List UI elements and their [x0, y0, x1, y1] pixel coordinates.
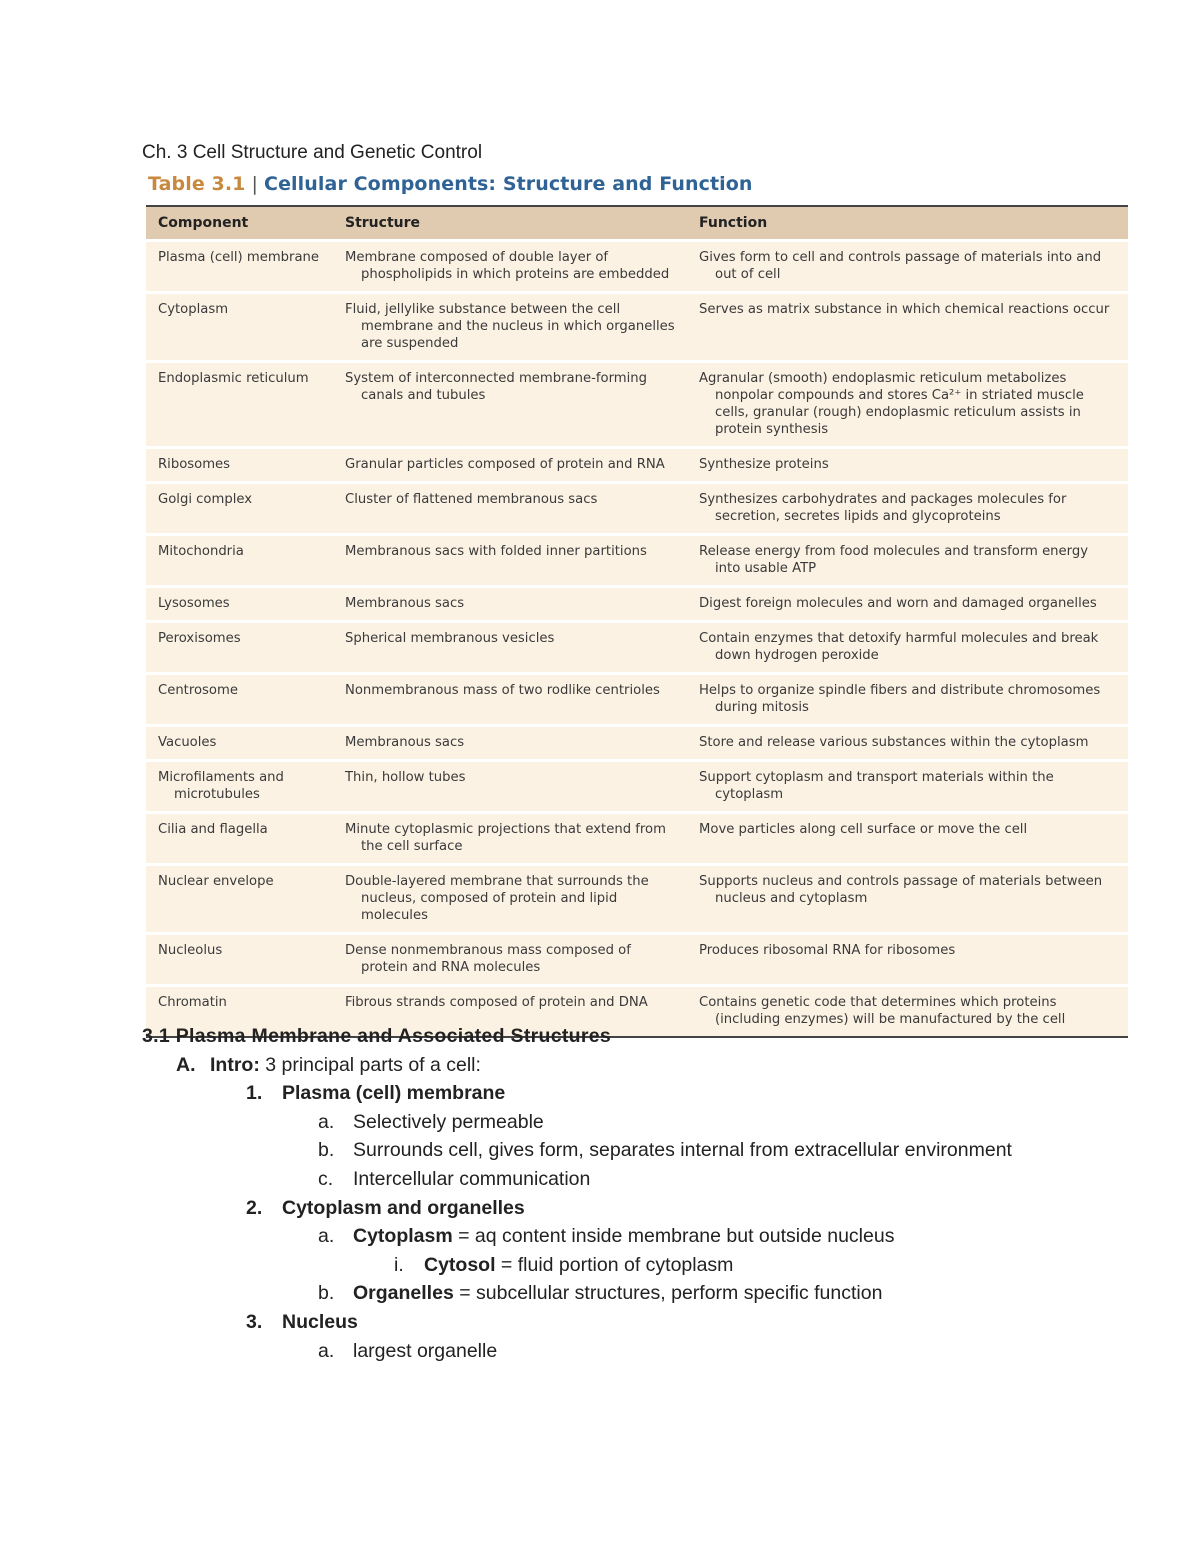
cell-text: Nucleolus: [158, 943, 223, 958]
table-row: [146, 536, 1128, 585]
list-marker: c.: [318, 1167, 334, 1190]
cell-text: Fibrous strands composed of protein and DNA: [345, 995, 648, 1010]
table-row: [146, 935, 1128, 984]
cell-text: Membranous sacs: [345, 596, 465, 611]
list-marker: 1.: [246, 1082, 263, 1105]
component-cell: [146, 866, 333, 932]
component-cell: [146, 762, 333, 811]
table-caption: [148, 173, 753, 195]
list-marker: b.: [318, 1282, 335, 1305]
list-marker: i.: [394, 1253, 404, 1276]
page-title: Ch. 3 Cell Structure and Genetic Control: [142, 142, 483, 163]
function-cell: [687, 935, 1128, 984]
cell-text: Digest foreign molecules and worn and damaged organelles: [699, 596, 1097, 611]
cell-text: Cluster of flattened membranous sacs: [345, 492, 598, 507]
structure-cell: [333, 935, 687, 984]
table-row: [146, 242, 1128, 291]
header-component: Component: [146, 205, 333, 239]
cell-text: Cilia and flagella: [158, 822, 268, 837]
function-cell: [687, 814, 1128, 863]
structure-cell: [333, 536, 687, 585]
component-cell: [146, 484, 333, 533]
function-cell: [687, 866, 1128, 932]
list-item: [142, 1222, 1042, 1251]
header-structure: Structure: [333, 205, 687, 239]
cell-text: Nonmembranous mass of two rodlike centrioles: [345, 683, 660, 698]
function-cell: [687, 536, 1128, 585]
list-item: [142, 1165, 1042, 1194]
cell-text: Synthesize proteins: [699, 457, 829, 472]
structure-cell: [333, 294, 687, 360]
table-row: [146, 675, 1128, 724]
table-row: [146, 623, 1128, 672]
item-term: Cytosol: [424, 1253, 496, 1276]
structure-cell: [333, 727, 687, 759]
table-row: [146, 866, 1128, 932]
structure-cell: [333, 449, 687, 481]
cell-text: Golgi complex: [158, 492, 253, 507]
cell-text: Chromatin: [158, 995, 227, 1010]
cell-text: Gives form to cell and controls passage of materials into and out of cell: [699, 250, 1102, 282]
cell-text: Support cytoplasm and transport materials within the cytoplasm: [699, 770, 1054, 802]
component-cell: [146, 814, 333, 863]
part-title: Nucleus: [282, 1310, 358, 1333]
cell-text: Produces ribosomal RNA for ribosomes: [699, 943, 956, 958]
cell-text: Plasma (cell) membrane: [158, 250, 320, 265]
structure-cell: [333, 242, 687, 291]
component-cell: [146, 675, 333, 724]
function-cell: [687, 449, 1128, 481]
cell-text: Dense nonmembranous mass composed of protein and RNA molecules: [345, 943, 631, 975]
list-item: [142, 1136, 1042, 1165]
table-row: [146, 294, 1128, 360]
part-title: Cytoplasm and organelles: [282, 1196, 525, 1219]
cell-text: Lysosomes: [158, 596, 230, 611]
table-number: Table 3.1: [148, 173, 246, 195]
list-marker: 2.: [246, 1196, 263, 1219]
cell-text: Granular particles composed of protein and RNA: [345, 457, 665, 472]
table-row: [146, 588, 1128, 620]
component-cell: [146, 536, 333, 585]
component-cell: [146, 449, 333, 481]
item-text: largest organelle: [353, 1339, 498, 1362]
part-heading: [142, 1079, 1042, 1108]
list-item: [142, 1279, 1042, 1308]
function-cell: [687, 588, 1128, 620]
part-heading: [142, 1308, 1042, 1337]
cell-text: Helps to organize spindle fibers and distribute chromosomes during mitosis: [699, 683, 1101, 715]
structure-cell: [333, 484, 687, 533]
item-text: Surrounds cell, gives form, separates internal from extracellular environment: [353, 1139, 1012, 1162]
part-heading: [142, 1194, 1042, 1223]
structure-cell: [333, 588, 687, 620]
lecture-notes: [142, 1022, 1042, 1365]
cell-text: Spherical membranous vesicles: [345, 631, 555, 646]
component-cell: [146, 727, 333, 759]
cell-text: Release energy from food molecules and transform energy into usable ATP: [699, 544, 1089, 576]
cell-text: Nuclear envelope: [158, 874, 274, 889]
structure-cell: [333, 866, 687, 932]
list-marker: a.: [318, 1339, 335, 1362]
list-marker: A.: [176, 1053, 196, 1076]
item-text: Selectively permeable: [353, 1110, 544, 1133]
list-marker: b.: [318, 1139, 335, 1162]
item-text: = aq content inside membrane but outside nucleus: [452, 1225, 895, 1248]
function-cell: [687, 623, 1128, 672]
table-row: [146, 484, 1128, 533]
cellular-components-table: [146, 202, 1128, 1041]
cell-text: Centrosome: [158, 683, 238, 698]
component-cell: [146, 935, 333, 984]
cell-text: Contain enzymes that detoxify harmful molecules and break down hydrogen peroxide: [699, 631, 1099, 663]
table-row: [146, 814, 1128, 863]
cell-text: Ribosomes: [158, 457, 231, 472]
cell-text: System of interconnected membrane-forming canals and tubules: [345, 371, 648, 403]
table-header-row: [146, 205, 1128, 239]
table-row: [146, 449, 1128, 481]
component-cell: [146, 623, 333, 672]
structure-cell: [333, 814, 687, 863]
cell-text: Membranous sacs with folded inner partitions: [345, 544, 647, 559]
list-marker: a.: [318, 1110, 335, 1133]
table-body: [146, 242, 1128, 1038]
item-text: = fluid portion of cytoplasm: [495, 1253, 734, 1276]
item-term: Cytoplasm: [353, 1225, 453, 1248]
caption-separator: |: [251, 173, 259, 195]
cell-text: Fluid, jellylike substance between the cell membrane and the nucleus in which organelles are suspended: [345, 302, 675, 351]
cell-text: Minute cytoplasmic projections that extend from the cell surface: [345, 822, 666, 854]
list-marker: a.: [318, 1225, 335, 1248]
table-row: [146, 363, 1128, 446]
cell-text: Membranous sacs: [345, 735, 465, 750]
cell-text: Agranular (smooth) endoplasmic reticulum metabolizes nonpolar compounds and stores Ca²⁺ in striated muscle cells, granular (rough) endoplasmic reticulum assists in protein synthesis: [699, 371, 1084, 437]
list-item: [142, 1337, 1042, 1366]
item-text: Intercellular communication: [353, 1167, 591, 1190]
function-cell: [687, 675, 1128, 724]
function-cell: [687, 294, 1128, 360]
function-cell: [687, 363, 1128, 446]
function-cell: [687, 484, 1128, 533]
item-term: Organelles: [353, 1282, 454, 1305]
cell-text: Membrane composed of double layer of phospholipids in which proteins are embedded: [345, 250, 670, 282]
table-title: Cellular Components: Structure and Function: [264, 173, 753, 195]
intro-line: [142, 1051, 1042, 1080]
cell-text: Vacuoles: [158, 735, 217, 750]
part-title: Plasma (cell) membrane: [282, 1082, 506, 1105]
cell-text: Cytoplasm: [158, 302, 229, 317]
sub-list-item: [142, 1251, 1042, 1280]
table-row: [146, 727, 1128, 759]
cell-text: Contains genetic code that determines which proteins (including enzymes) will be manufactured by the cell: [699, 995, 1066, 1027]
intro-label: Intro:: [210, 1053, 260, 1076]
table-row: [146, 762, 1128, 811]
cell-text: Synthesizes carbohydrates and packages molecules for secretion, secretes lipids and glycoproteins: [699, 492, 1067, 524]
list-item: [142, 1108, 1042, 1137]
cell-text: Store and release various substances within the cytoplasm: [699, 735, 1089, 750]
structure-cell: [333, 623, 687, 672]
component-cell: [146, 242, 333, 291]
component-cell: [146, 363, 333, 446]
cell-text: Supports nucleus and controls passage of materials between nucleus and cytoplasm: [699, 874, 1103, 906]
intro-text: 3 principal parts of a cell:: [259, 1053, 481, 1076]
cell-text: Mitochondria: [158, 544, 244, 559]
cell-text: Serves as matrix substance in which chemical reactions occur: [699, 302, 1110, 317]
cell-text: Double-layered membrane that surrounds the nucleus, composed of protein and lipid molecules: [345, 874, 649, 923]
item-text: = subcellular structures, perform specific function: [453, 1282, 883, 1305]
cell-text: Peroxisomes: [158, 631, 241, 646]
function-cell: [687, 242, 1128, 291]
component-cell: [146, 294, 333, 360]
cell-text: Microfilaments and microtubules: [158, 770, 284, 802]
cell-text: Move particles along cell surface or move the cell: [699, 822, 1028, 837]
function-cell: [687, 727, 1128, 759]
section-heading: 3.1 Plasma Membrane and Associated Structures: [142, 1025, 612, 1047]
component-cell: [146, 588, 333, 620]
list-marker: 3.: [246, 1310, 263, 1333]
structure-cell: [333, 363, 687, 446]
function-cell: [687, 762, 1128, 811]
header-function: Function: [687, 205, 1128, 239]
cell-text: Endoplasmic reticulum: [158, 371, 309, 386]
structure-cell: [333, 762, 687, 811]
structure-cell: [333, 675, 687, 724]
cell-text: Thin, hollow tubes: [345, 770, 466, 785]
